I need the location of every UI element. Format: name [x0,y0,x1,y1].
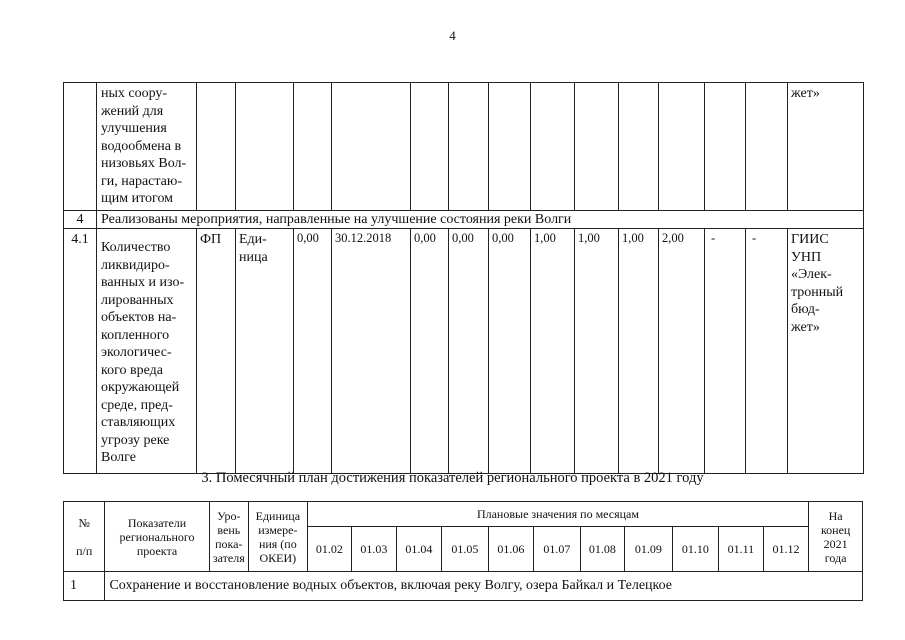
header-row-top [64,502,863,527]
text-line: тронный [791,284,844,300]
text-line: пока- [215,536,243,551]
cell-value: 0,00 [411,229,449,474]
header-year-end [809,502,863,572]
text-line: Единица [255,508,301,523]
text-line: вень [217,522,241,537]
text-line: года [824,550,847,565]
text-line: ги, нарастаю- [101,173,182,189]
cell-section-title: Реализованы мероприятия, направленные на улучшение состояния реки Волги [97,210,864,229]
header-month: 01.03 [352,527,396,572]
table-row-item [64,229,864,474]
text-line: ликвидиро- [101,257,170,273]
cell-empty [332,83,411,211]
cell-level: ФП [197,229,236,474]
header-monthly: Плановые значения по месяцам [307,502,809,527]
cell-num [64,83,97,211]
cell-empty [411,83,449,211]
text-line: кого вреда [101,362,163,378]
text-line: экологичес- [101,345,172,360]
text-line: ных соору- [101,86,168,101]
text-line: бюд- [791,302,820,317]
text-line: п/п [76,543,93,558]
header-month: 01.10 [672,527,719,572]
cell-empty [619,83,659,211]
header-month: 01.11 [719,527,763,572]
header-level [209,502,248,572]
cell-value: 1,00 [619,229,659,474]
cell-indicator-name [97,83,197,211]
text-line: регионального [119,529,195,544]
text-line: жет» [791,319,820,335]
text-line: Показатели [127,515,187,530]
cell-source: жет» [788,83,864,211]
text-line: конец [820,522,851,537]
text-line: объектов на- [101,310,177,325]
text-line: Еди- [239,232,267,247]
header-month: 01.12 [763,527,809,572]
cell-empty [746,83,788,211]
text-line: Уро- [217,508,241,523]
header-month: 01.05 [442,527,489,572]
text-line: улучшения [101,121,167,136]
cell-row-num: 1 [64,572,105,601]
header-month: 01.08 [580,527,624,572]
text-line: ОКЕИ) [259,550,297,565]
text-line: угрозу реке [101,432,170,448]
cell-value: 2,00 [659,229,705,474]
text-line: ванных и изо- [101,275,185,290]
text-line: ния (по [258,536,297,551]
table-row-section [64,210,864,229]
cell-value: 1,00 [531,229,575,474]
text-line: ставляющих [101,415,176,430]
cell-section-num: 4 [64,210,97,229]
cell-indicator-name [97,229,197,474]
cell-value: 0,00 [489,229,531,474]
cell-empty [575,83,619,211]
header-month: 01.09 [625,527,673,572]
text-line: 2021 [823,536,848,551]
table-row-continuation [64,83,864,211]
cell-empty [659,83,705,211]
text-line: Количество [101,240,171,255]
cell-base-value: 0,00 [294,229,332,474]
text-line: На [828,508,843,523]
cell-empty [489,83,531,211]
text-line: щим итогом [101,191,174,206]
cell-value: - [746,229,788,474]
text-line: «Элек- [791,267,832,282]
text-line: проекта [136,543,178,558]
header-month: 01.06 [488,527,534,572]
cell-base-date: 30.12.2018 [332,229,411,474]
text-line: ница [239,249,268,265]
section-caption: 3. Помесячный план достижения показателей регионального проекта в 2021 году [201,470,704,486]
text-line: № [78,515,90,530]
cell-source [788,229,864,474]
text-line: Волге [101,450,136,465]
text-line: среде, пред- [101,397,173,413]
cell-empty [449,83,489,211]
page-number: 4 [449,28,456,43]
text-line: ГИИС [791,232,829,247]
header-month: 01.07 [534,527,581,572]
monthly-plan-table [63,501,863,601]
cell-row-title: Сохранение и восстановление водных объектов, включая реку Волгу, озера Байкал и Телецкое [105,572,863,601]
header-unit [249,502,308,572]
header-indicators [105,502,209,572]
header-num [64,502,105,572]
text-line: окружающей [101,380,180,395]
header-month: 01.04 [396,527,442,572]
cell-unit [236,229,294,474]
cell-empty [236,83,294,211]
cell-value: 1,00 [575,229,619,474]
text-line: низовьях Вол- [101,156,187,171]
text-line: УНП [791,249,822,265]
cell-empty [197,83,236,211]
text-line: лированных [101,292,174,308]
text-line: жений для [101,103,164,119]
cell-empty [531,83,575,211]
header-month: 01.02 [307,527,351,572]
cell-value: - [705,229,746,474]
cell-value: 0,00 [449,229,489,474]
text-line: измере- [258,522,298,537]
table-row [64,572,863,601]
text-line: копленного [101,327,170,343]
cell-item-num: 4.1 [64,229,97,474]
text-line: водообмена в [101,138,182,154]
indicators-table [63,82,864,474]
cell-empty [705,83,746,211]
text-line: зателя [212,550,245,565]
cell-empty [294,83,332,211]
